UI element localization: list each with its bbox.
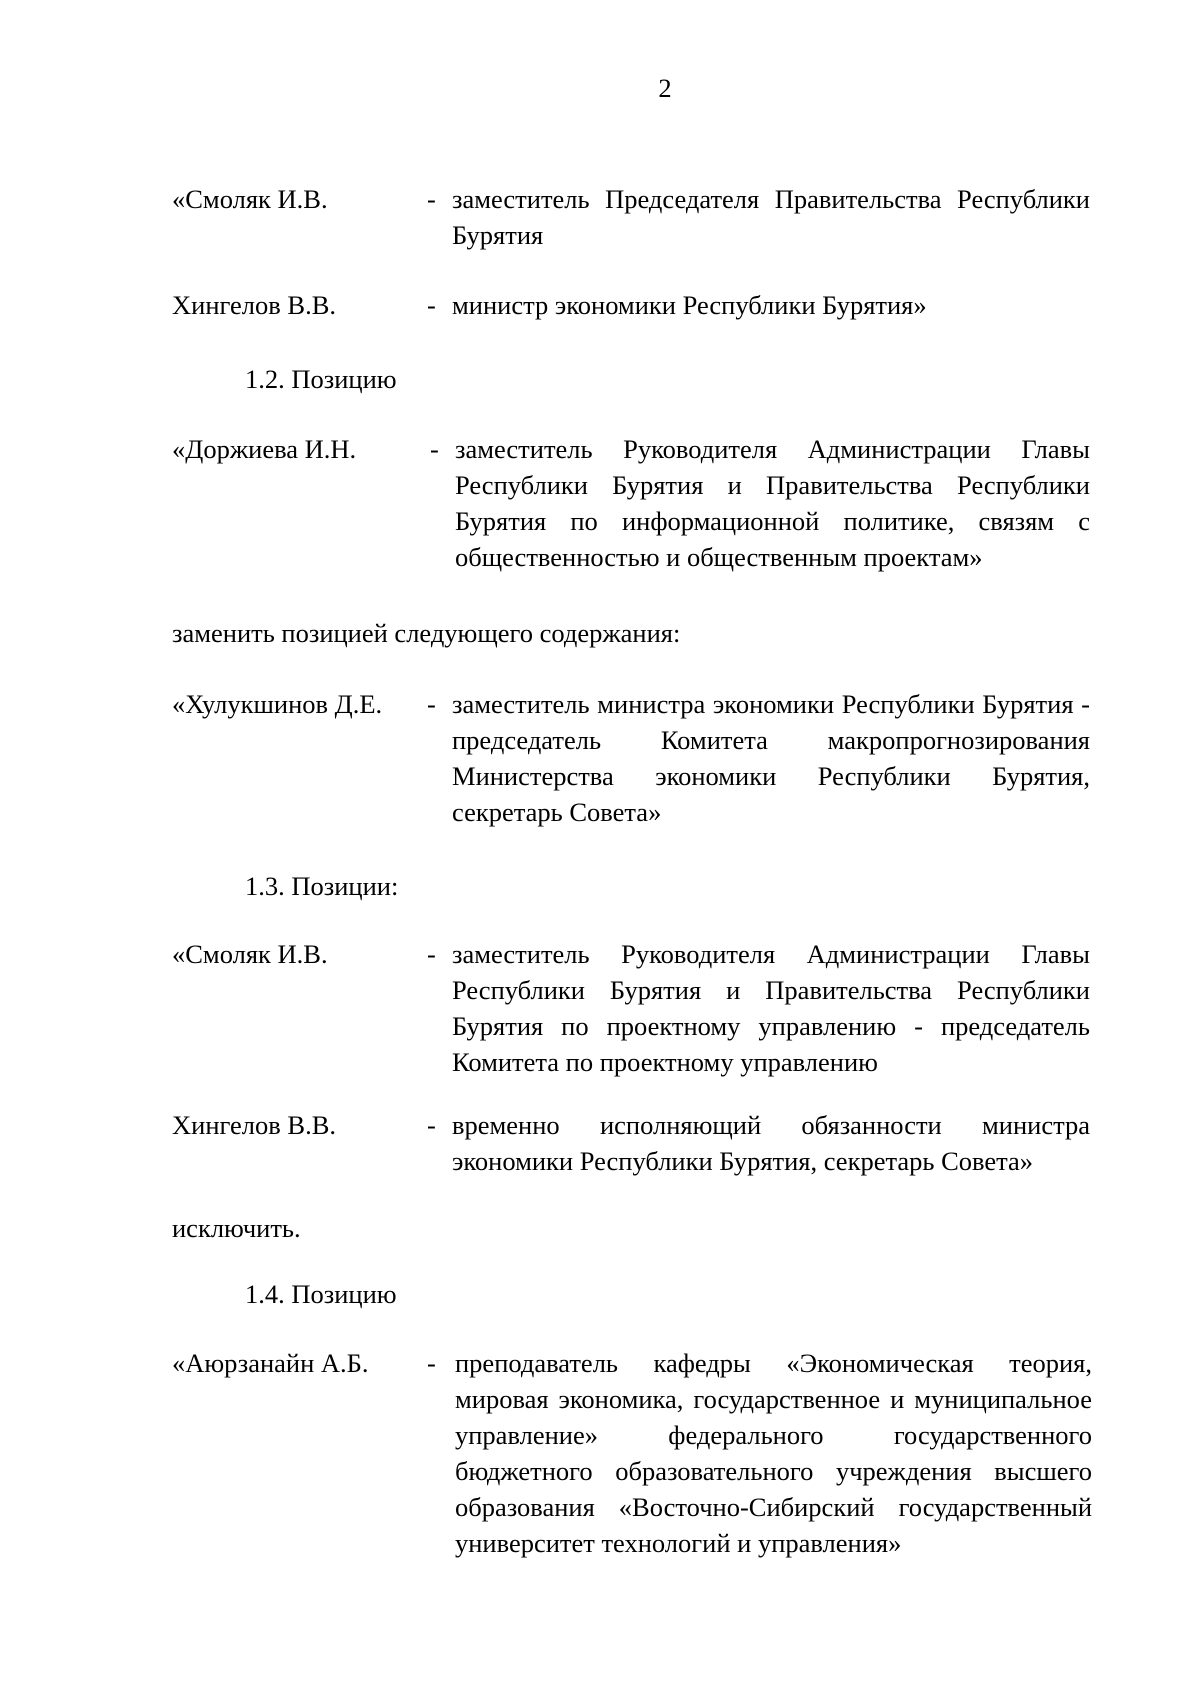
- entry-dash: -: [427, 1348, 436, 1378]
- entry-khingelov-1: [172, 287, 1090, 323]
- entry-description: заместитель Председателя Правительства Республики Бурятия: [452, 184, 1090, 250]
- entry-description: заместитель министра экономики Республики Бурятия - председатель Комитета макропрогнозирования Министерства экономики Республики Бурятия, секретарь Совета»: [452, 689, 1090, 827]
- entry-description: заместитель Руководителя Администрации Главы Республики Бурятия и Правительства Республики Бурятия по проектному управлению - председатель Комитета по проектному управлению: [452, 939, 1090, 1077]
- entry-name: «Аюрзанайн А.Б.: [172, 1348, 369, 1378]
- paragraph-1-3: 1.3. Позиции:: [245, 871, 399, 901]
- entry-description: заместитель Руководителя Администрации Главы Республики Бурятия и Правительства Республики Бурятия по информационной политике, связям с общественностью и общественным проектам»: [455, 434, 1090, 572]
- entry-dash: -: [427, 1110, 436, 1140]
- paragraph-1-2: 1.2. Позицию: [245, 364, 397, 394]
- entry-dash: -: [427, 184, 436, 214]
- entry-dash: -: [427, 290, 436, 320]
- entry-dash: -: [430, 434, 439, 464]
- entry-dash: -: [427, 939, 436, 969]
- entry-name: «Хулукшинов Д.Е.: [172, 689, 383, 719]
- entry-name: Хингелов В.В.: [172, 290, 336, 320]
- entry-dash: -: [427, 689, 436, 719]
- page-number: 2: [658, 73, 672, 103]
- entry-description: преподаватель кафедры «Экономическая теория, мировая экономика, государственное и муниципальное управление» федерального государственного бюджетного образовательного учреждения высшего образования «Восточно-Сибирский государственный университет технологий и управления»: [455, 1348, 1092, 1558]
- entry-smolyak-2: [172, 936, 1090, 1080]
- entry-ayurzanain: [172, 1345, 1090, 1561]
- entry-name: «Смоляк И.В.: [172, 184, 328, 214]
- entry-description: министр экономики Республики Бурятия»: [452, 290, 927, 320]
- replace-instruction: заменить позицией следующего содержания:: [172, 618, 681, 648]
- entry-name: Хингелов В.В.: [172, 1110, 336, 1140]
- entry-name: «Доржиева И.Н.: [172, 434, 357, 464]
- entry-description: временно исполняющий обязанности министра экономики Республики Бурятия, секретарь Совета»: [452, 1110, 1090, 1176]
- entry-khingelov-2: [172, 1107, 1090, 1179]
- entry-smolyak-1: [172, 181, 1090, 253]
- entry-name: «Смоляк И.В.: [172, 939, 328, 969]
- entry-khulukshinov: [172, 686, 1090, 830]
- entry-dorzhieva: [172, 431, 1090, 575]
- exclude-instruction: исключить.: [172, 1213, 301, 1243]
- paragraph-1-4: 1.4. Позицию: [245, 1279, 397, 1309]
